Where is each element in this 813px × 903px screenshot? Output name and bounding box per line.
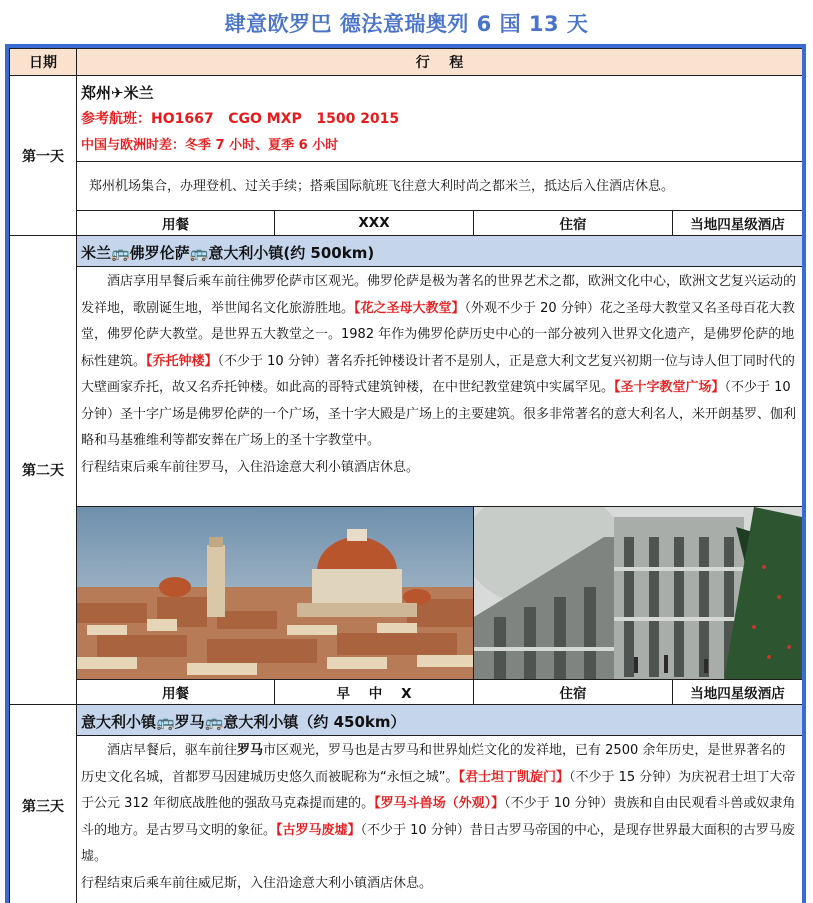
day3-closing: 行程结束后乘车前往威尼斯，入住沿途意大利小镇酒店休息。 xyxy=(81,875,433,891)
day1-route: 郑州✈米兰 xyxy=(81,84,154,102)
day1-hotel-label: 住宿 xyxy=(473,210,673,236)
day2-description xyxy=(76,266,803,507)
day3-highlight-arch: 【君士坦丁凯旋门】 xyxy=(458,769,569,785)
day2-meal-value: 早 中 X xyxy=(274,679,474,705)
day1-hotel-value: 当地四星级酒店 xyxy=(672,210,803,236)
day2-text-a: 酒店享用早餐后乘车前往佛罗伦萨市区观光。佛罗伦萨是极为著名的世界艺术之都，欧洲文化中心，欧洲文艺复兴运动的发祥地，歌剧诞生地，举世闻名文化旅游胜地。 xyxy=(81,274,797,316)
florence-cityscape-image xyxy=(77,507,473,679)
day1-route-block xyxy=(76,75,803,162)
day2-hotel-label: 住宿 xyxy=(473,679,673,705)
day2-highlight-duomo: 【花之圣母大教堂】 xyxy=(354,300,465,316)
day2-text-d: （不少于 10 分钟）圣十字广场是佛罗伦萨的一个广场，圣十字大殿是广场上的主要建筑。很多非常著名的意大利名人，米开朗基罗、伽利略和马基雅维利等都安葬在广场上的圣十字教堂中。 xyxy=(81,380,797,448)
day3-text-d: （不少于 10 分钟）贵族和自由民观看斗兽或奴隶角斗的地方。是古罗马文明的象征。 xyxy=(81,796,796,838)
day3-text-e: （不少于 10 分钟）昔日古罗马帝国的中心，是现存世界最大面积的古罗马废墟。 xyxy=(81,822,795,864)
day1-flight: 参考航班：HO1667 CGO MXP 1500 2015 xyxy=(81,111,400,127)
day1-timediff: 中国与欧洲时差：冬季 7 小时、夏季 6 小时 xyxy=(81,138,339,153)
cathedral-facade-image xyxy=(474,507,802,679)
day2-closing: 行程结束后乘车前往罗马，入住沿途意大利小镇酒店休息。 xyxy=(81,459,420,475)
day3-highlight-forum: 【古罗马废墟】 xyxy=(276,822,361,838)
day3-bold-rome: 罗马 xyxy=(237,743,264,758)
day1-meal-label: 用餐 xyxy=(76,210,275,236)
page-title: 肆意欧罗巴 德法意瑞奥列 6 国 13 天 xyxy=(224,12,589,36)
day3-description xyxy=(76,735,803,903)
day2-route: 米兰🚌佛罗伦萨🚌意大利小镇(约 500km) xyxy=(76,235,803,267)
day2-highlight-giotto: 【乔托钟楼】 xyxy=(146,353,218,369)
day2-text-b: （外观不少于 20 分钟）花之圣母大教堂又名圣母百花大教堂，佛罗伦萨大教堂。是世界五大教堂之一。1982 年作为佛罗伦萨历史中心的一部分被列入世界文化遗产，是佛罗伦萨的地标性建筑。 xyxy=(81,300,795,369)
day2-label: 第二天 xyxy=(9,235,77,705)
day2-hotel-value: 当地四星级酒店 xyxy=(672,679,803,705)
header-date: 日期 xyxy=(9,48,77,76)
day3-highlight-colosseum: 【罗马斗兽场（外观）】 xyxy=(374,796,505,811)
day3-text-a: 酒店早餐后，驱车前往 xyxy=(107,743,238,758)
header-itinerary: 行 程 xyxy=(76,48,803,76)
day3-text-b: 市区观光，罗马也是古罗马和世界灿烂文化的发祥地，已有 2500 余年历史，是世界著名的历史文化名城，首都罗马因建城历史悠久而被昵称为“永恒之城”。 xyxy=(81,743,786,785)
day2-text-c: （不少于 10 分钟）著名乔托钟楼设计者不是别人，正是意大利文艺复兴初期一位与诗人但丁同时代的大壁画家乔托，故又名乔托钟楼。如此高的哥特式建筑钟楼，在中世纪教堂建筑中实属罕见。 xyxy=(81,353,795,395)
cathedral-facade-photo xyxy=(473,506,803,680)
day3-route: 意大利小镇🚌罗马🚌意大利小镇（约 450km） xyxy=(76,704,803,736)
day2-meal-label: 用餐 xyxy=(76,679,275,705)
day1-meal-value: XXX xyxy=(274,210,474,236)
day3-label: 第三天 xyxy=(9,704,77,903)
itinerary-table xyxy=(5,44,806,903)
day1-label: 第一天 xyxy=(9,75,77,236)
day3-paragraph xyxy=(81,738,796,871)
day2-paragraph xyxy=(81,269,796,455)
day1-description: 郑州机场集合，办理登机、过关手续；搭乘国际航班飞往意大利时尚之都米兰，抵达后入住酒店休息。 xyxy=(76,161,803,211)
florence-cityscape-photo xyxy=(76,506,474,680)
day2-highlight-santacroce: 【圣十字教堂广场】 xyxy=(614,380,725,395)
day3-text-c: （不少于 15 分钟）为庆祝君士坦丁大帝于公元 312 年彻底战胜他的强敌马克森提而建的。 xyxy=(81,769,796,811)
